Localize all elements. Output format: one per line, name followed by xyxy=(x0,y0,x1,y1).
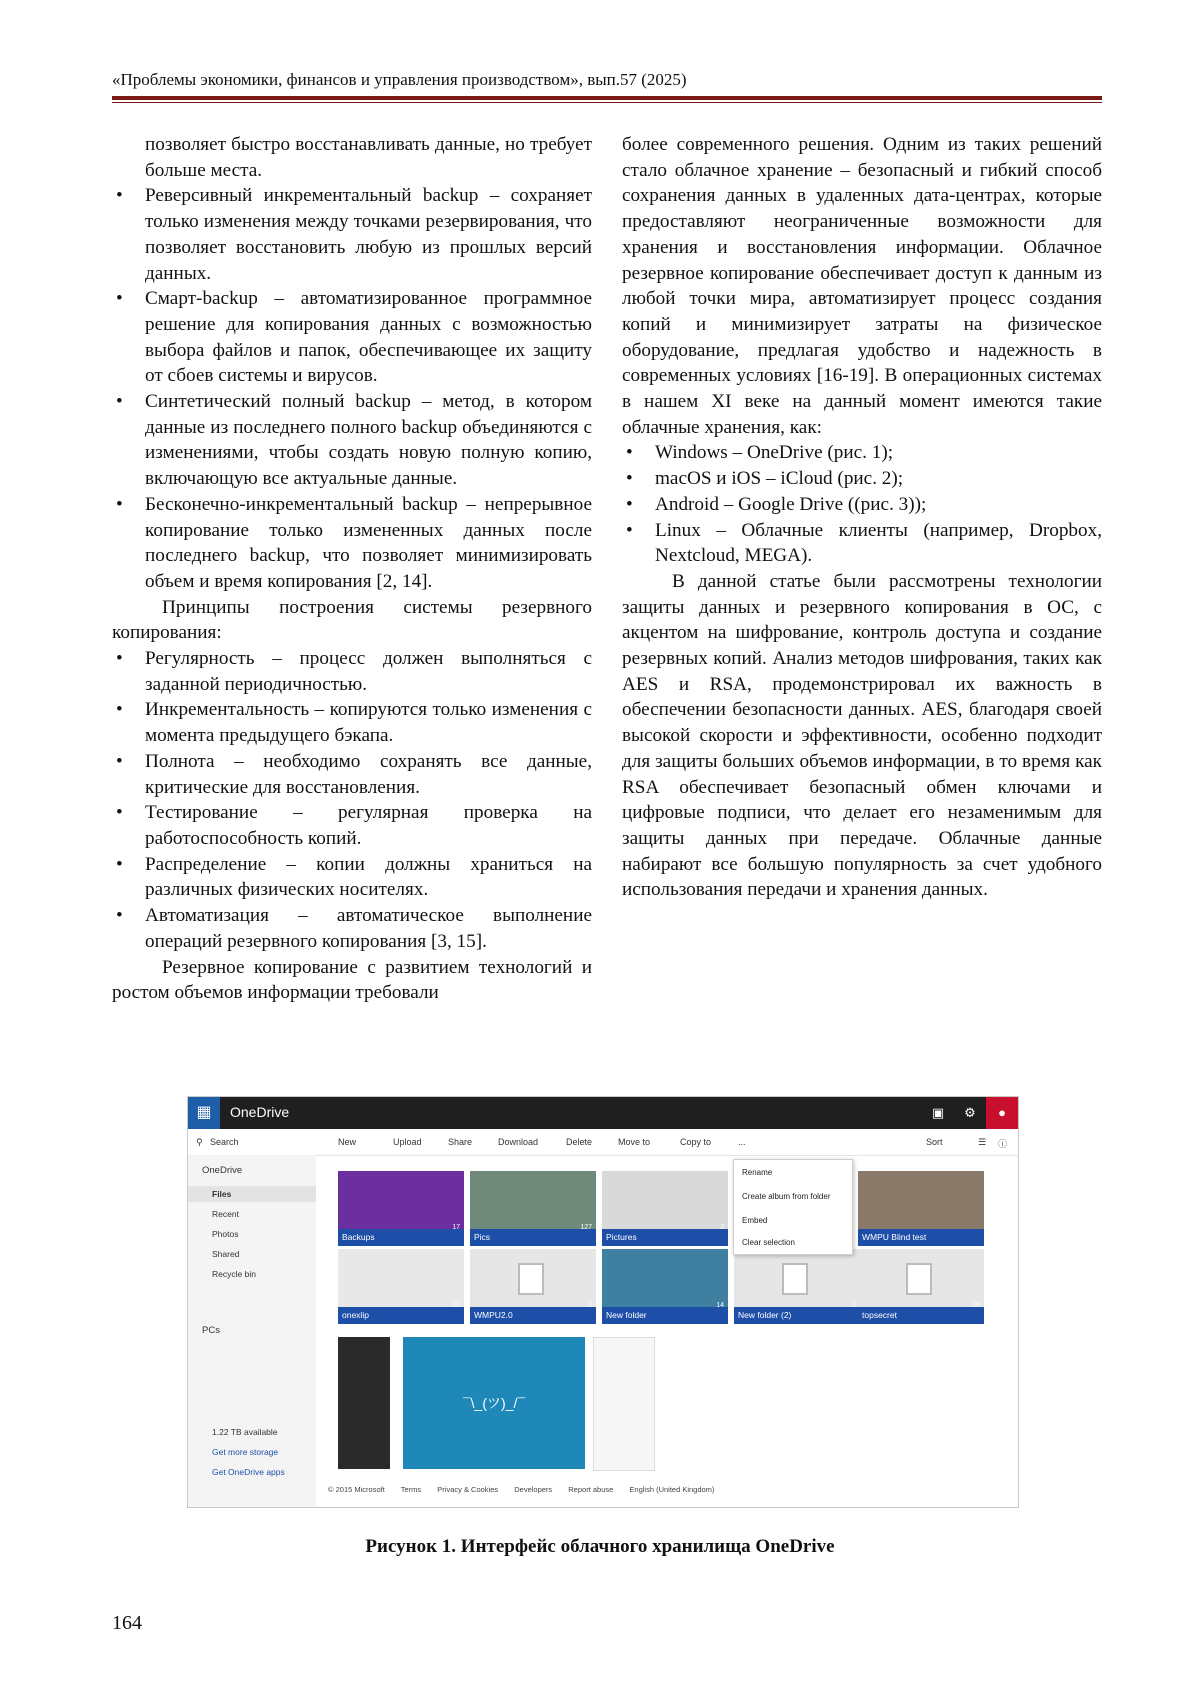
document-icon xyxy=(906,1263,932,1295)
footer-link[interactable]: Terms xyxy=(400,1485,422,1494)
tile-count: 14 xyxy=(716,1302,724,1309)
search-icon: ⚲ xyxy=(196,1137,203,1147)
onedrive-figure xyxy=(187,1096,1019,1508)
tile-thumbnail xyxy=(734,1249,860,1307)
sidebar-item-recycle-bin[interactable]: Recycle bin xyxy=(212,1269,256,1279)
folder-tile[interactable] xyxy=(470,1171,596,1246)
sidebar-item-photos[interactable]: Photos xyxy=(212,1229,239,1239)
list-item: • Синтетический полный backup – метод, в котором данные из последнего полного backup объединяются с изменениями, чтобы создать новую полную копию, включающую все актуальные данные. xyxy=(112,389,592,492)
list-view-icon[interactable]: ☰ xyxy=(978,1137,987,1147)
tile-label: topsecret 18 xyxy=(858,1307,984,1324)
list-item: • Реверсивный инкрементальный backup – сохраняет только изменения между точками резервирования, что позволяет восстановить любую из прошлых версий данных. xyxy=(112,183,592,286)
bullet-list xyxy=(112,646,592,954)
header-rule-thin xyxy=(112,102,1102,103)
menu-item-clear-selection[interactable]: Clear selection xyxy=(742,1238,795,1247)
copy-to-button[interactable]: Copy to xyxy=(680,1137,712,1147)
share-button[interactable]: Share xyxy=(448,1137,473,1147)
document-icon xyxy=(782,1263,808,1295)
sidebar-pcs[interactable]: PCs xyxy=(202,1325,220,1336)
storage-available: 1.22 TB available xyxy=(212,1427,278,1437)
footer-copyright: © 2015 Microsoft xyxy=(328,1485,385,1494)
tile-label: Pictures 3 xyxy=(602,1229,728,1246)
right-column xyxy=(622,132,1102,903)
paragraph: Принципы построения системы резервного копирования: xyxy=(112,596,592,644)
menu-item-embed[interactable]: Embed xyxy=(742,1216,768,1225)
file-tile[interactable] xyxy=(470,1249,596,1324)
move-to-button[interactable]: Move to xyxy=(618,1137,651,1147)
image-thumbnail[interactable] xyxy=(338,1337,390,1469)
left-column xyxy=(112,132,592,1006)
get-apps-link[interactable]: Get OneDrive apps xyxy=(212,1467,285,1477)
document-icon xyxy=(518,1263,544,1295)
tile-count: 12 xyxy=(452,1302,460,1309)
new-button[interactable]: New xyxy=(338,1137,357,1147)
list-item: • Автоматизация – автоматическое выполнение операций резервного копирования [3, 15]. xyxy=(112,903,592,954)
tile-thumbnail xyxy=(602,1171,728,1229)
bullet-list xyxy=(622,440,1102,569)
more-button[interactable]: ... xyxy=(738,1137,746,1147)
tile-thumbnail xyxy=(338,1249,464,1307)
tile-count: 1 xyxy=(852,1302,856,1309)
app-footer xyxy=(328,1485,728,1494)
sort-button[interactable]: Sort xyxy=(926,1137,943,1147)
image-thumbnail[interactable]: ¯\_(ツ)_/¯ xyxy=(403,1337,585,1469)
figure-caption: Рисунок 1. Интерфейс облачного хранилища OneDrive xyxy=(365,1536,835,1557)
footer-language[interactable]: English (United Kingdom) xyxy=(629,1485,715,1494)
top-bar xyxy=(188,1097,1018,1129)
tile-label: New folder 14 xyxy=(602,1307,728,1324)
paragraph: Резервное копирование с развитием технологий и ростом объемов информации требовали xyxy=(112,956,592,1004)
tile-thumbnail xyxy=(858,1171,984,1229)
folder-tile[interactable] xyxy=(602,1171,728,1246)
sidebar-item-recent[interactable]: Recent xyxy=(212,1209,239,1219)
sidebar xyxy=(188,1155,316,1507)
menu-item-create-album[interactable]: Create album from folder xyxy=(742,1192,831,1201)
tile-thumbnail xyxy=(470,1171,596,1229)
context-menu xyxy=(733,1159,853,1255)
tile-thumbnail xyxy=(602,1249,728,1307)
tile-count: 18 xyxy=(972,1302,980,1309)
journal-header: «Проблемы экономики, финансов и управления производством», вып.57 (2025) xyxy=(112,70,687,89)
paragraph: позволяет быстро восстанавливать данные, но требует больше места. xyxy=(145,134,592,181)
list-item: • Linux – Облачные клиенты (например, Dropbox, Nextcloud, MEGA). xyxy=(622,518,1102,569)
document-thumbnail[interactable] xyxy=(593,1337,655,1471)
tile-thumbnail xyxy=(858,1249,984,1307)
sidebar-item-files[interactable]: Files xyxy=(212,1189,232,1199)
list-item: • Инкрементальность – копируются только изменения с момента предыдущего бэкапа. xyxy=(112,697,592,748)
list-item: • Бесконечно-инкрементальный backup – непрерывное копирование только измененных данных после последнего backup, что позволяет минимизировать объем и время копирования [2, 14]. xyxy=(112,492,592,595)
app-launcher-icon[interactable]: ▦ xyxy=(188,1097,220,1129)
tile-label: onexlip 12 xyxy=(338,1307,464,1324)
delete-button[interactable]: Delete xyxy=(566,1137,593,1147)
gear-icon[interactable]: ⚙ xyxy=(964,1105,976,1120)
paragraph: более современного решения. Одним из таких решений стало облачное хранение – безопасный и гибкий способ сохранения данных в удаленных дата-центрах, которые предоставляют неограниченные возможности для хранения и восстановления информации. Облачное резервное копирование обеспечивает доступ к данным из любой точки мира, автоматизирует процесс создания копий и минимизирует затраты на физическое оборудование, предлагая удобство и надежность в современных условиях [16-19]. В операционных системах в нашем XI веке на данный момент имеются такие облачные хранения, как: xyxy=(622,134,1102,438)
upload-button[interactable]: Upload xyxy=(393,1137,422,1147)
folder-tile[interactable] xyxy=(338,1171,464,1246)
list-item: • Распределение – копии должны храниться на различных физических носителях. xyxy=(112,852,592,903)
footer-link[interactable]: Privacy & Cookies xyxy=(437,1485,499,1494)
chat-icon[interactable]: ▣ xyxy=(931,1105,945,1120)
list-item: • Регулярность – процесс должен выполняться с заданной периодичностью. xyxy=(112,646,592,697)
tile-label: WMPU Blind test xyxy=(858,1229,984,1246)
list-item: • Полнота – необходимо сохранять все данные, критические для восстановления. xyxy=(112,749,592,800)
tile-label: New folder (2) 1 xyxy=(734,1307,860,1324)
sidebar-root[interactable]: OneDrive xyxy=(202,1165,243,1176)
tile-count: 127 xyxy=(580,1224,592,1231)
list-item: • Тестирование – регулярная проверка на работоспособность копий. xyxy=(112,800,592,851)
tile-thumbnail xyxy=(470,1249,596,1307)
file-tile[interactable] xyxy=(858,1249,984,1324)
command-bar xyxy=(188,1129,1018,1156)
footer-link[interactable]: Developers xyxy=(514,1485,553,1494)
selected-highlight xyxy=(188,1186,316,1202)
folder-tile[interactable] xyxy=(338,1249,464,1324)
tile-count: 1 xyxy=(588,1302,592,1309)
folder-tile[interactable] xyxy=(602,1249,728,1324)
get-more-storage-link[interactable]: Get more storage xyxy=(212,1447,279,1457)
app-title: OneDrive xyxy=(230,1104,290,1120)
header-rule-thick xyxy=(112,96,1102,100)
tile-label: Pics 127 xyxy=(470,1229,596,1246)
info-icon[interactable]: ⓘ xyxy=(998,1139,1008,1149)
tile-count: 3 xyxy=(720,1224,724,1231)
list-item: • macOS и iOS – iCloud (рис. 2); xyxy=(622,466,1102,492)
avatar[interactable]: ● xyxy=(986,1097,1018,1129)
footer-link[interactable]: Report abuse xyxy=(568,1485,614,1494)
tile-label: Backups 17 xyxy=(338,1229,464,1246)
paragraph: В данной статье были рассмотрены технологии защиты данных и резервного копирования в ОС, с акцентом на шифрование, контроль доступа и создание резервных копий. Анализ методов шифрования, таких как AES и RSA, продемонстрировал их важность в обеспечении безопасности данных. AES, благодаря своей высокой скорости и эффективности, особенно подходит для защиты больших объемов информации, в то время как RSA обеспечивает безопасный обмен ключами и цифровые подписи, что делает его незаменимым для защиты данных при передаче. Облачные данные набирают все большую популярность за счет удобного использования передачи и хранения данных. xyxy=(622,570,1102,901)
search-input[interactable]: Search xyxy=(210,1137,239,1147)
tile-label: WMPU2.0 1 xyxy=(470,1307,596,1324)
bullet-list xyxy=(112,183,592,594)
page-number: 164 xyxy=(112,1612,142,1634)
list-item: • Android – Google Drive ((рис. 3)); xyxy=(622,492,1102,518)
folder-tile[interactable] xyxy=(858,1171,984,1246)
menu-item-rename[interactable]: Rename xyxy=(742,1168,773,1177)
list-item: • Windows – OneDrive (рис. 1); xyxy=(622,440,1102,466)
tile-count: 17 xyxy=(452,1224,460,1231)
tile-thumbnail xyxy=(338,1171,464,1229)
list-item: • Смарт-backup – автоматизированное программное решение для копирования данных с возможностью выбора файлов и папок, обеспечивающее их защиту от сбоев системы и вирусов. xyxy=(112,286,592,389)
file-tile[interactable] xyxy=(734,1249,860,1324)
download-button[interactable]: Download xyxy=(498,1137,539,1147)
sidebar-item-shared[interactable]: Shared xyxy=(212,1249,240,1259)
